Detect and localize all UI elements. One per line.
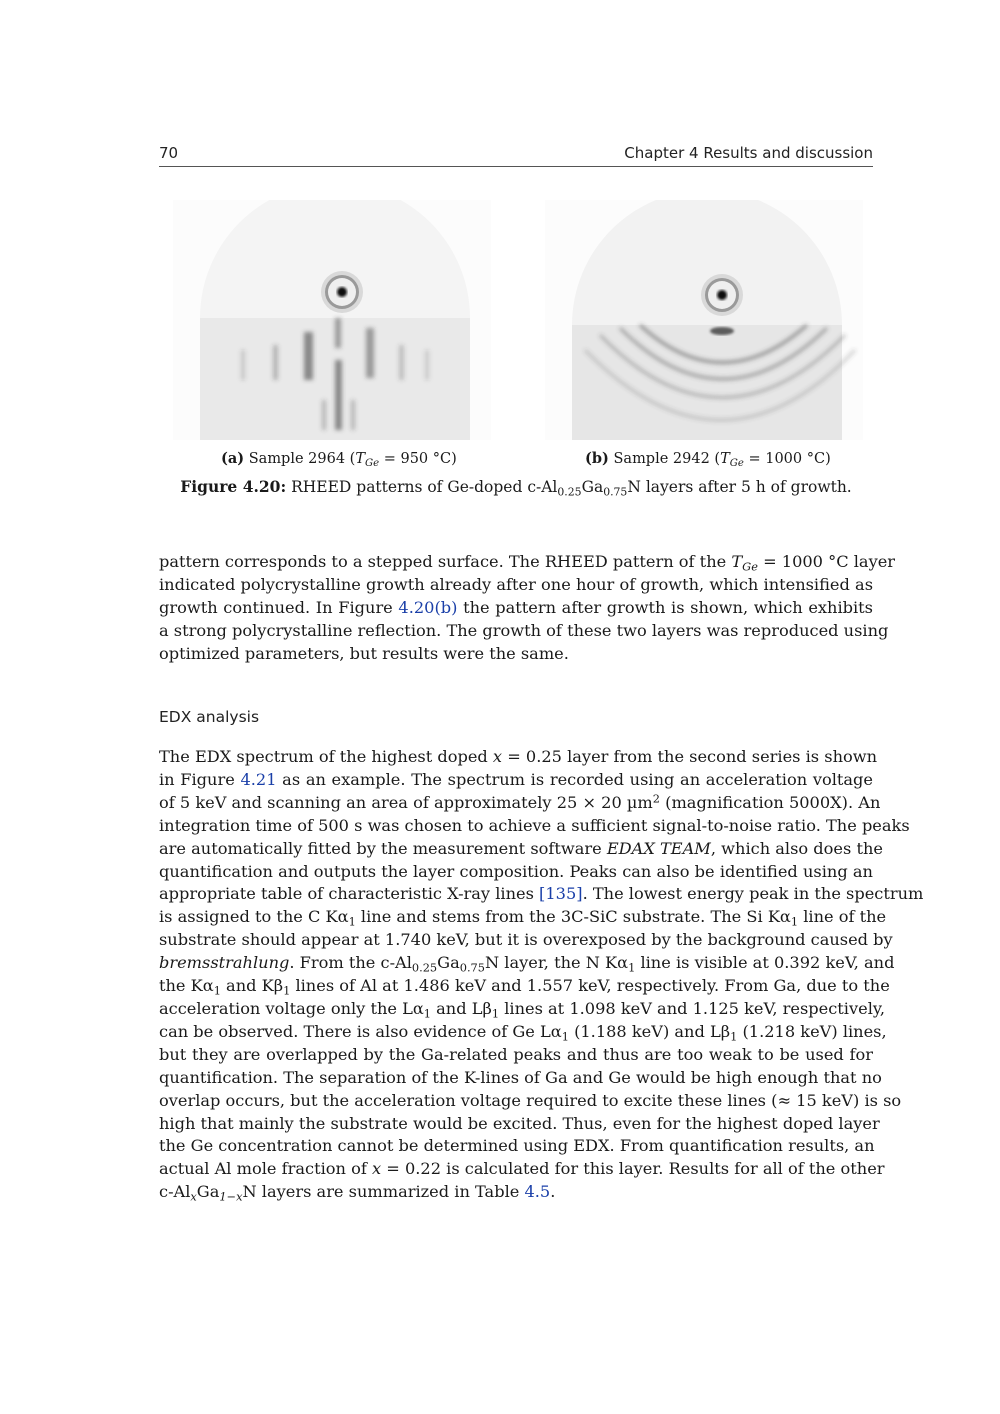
text-run: growth continued. In Figure [159, 597, 399, 617]
text-run: is assigned to the C Kα [159, 907, 349, 927]
paragraph-rheed [159, 551, 896, 666]
text-run: (1.218 keV) lines, [737, 1021, 887, 1041]
subfigure-caption-b [585, 450, 831, 470]
text-run: lines at 1.098 keV and 1.125 keV, respectively, [499, 998, 886, 1018]
text-line [159, 952, 895, 975]
text-run: c-Al [159, 1182, 191, 1202]
text-line [159, 746, 878, 769]
text-run: the pattern after growth is shown, which exhibits [457, 597, 873, 617]
emphasis-term: bremsstrahlung [159, 953, 290, 973]
text-run: in Figure [159, 769, 241, 789]
text-run: line is visible at 0.392 keV, and [635, 953, 895, 973]
text-run: N layers are summarized in Table [242, 1182, 525, 1202]
subfigure-text-b: Sample 2942 ( [613, 451, 721, 467]
math-sub: 0.75 [459, 960, 485, 975]
text-line [159, 551, 896, 574]
text-line [159, 906, 887, 929]
text-run: lines of Al at 1.486 keV and 1.557 keV, respectively. From Ga, due to the [290, 976, 890, 996]
text-run: of 5 keV and scanning an area of approximately 25 × 20 µm [159, 792, 653, 812]
math-sub: 1 [790, 914, 799, 929]
text-line [159, 998, 886, 1021]
text-run: . [550, 1182, 556, 1202]
text-line: quantification and outputs the layer composition. Peaks can also be identified using an [159, 861, 873, 881]
text-line [159, 975, 890, 998]
subfigure-var-sub-a: Ge [365, 458, 380, 470]
text-run: appropriate table of characteristic X-ray lines [159, 884, 540, 904]
text-run: and Kβ [220, 976, 284, 996]
text-line: integration time of 500 s was chosen to achieve a sufficient signal-to-noise ratio. The peaks [159, 815, 910, 835]
chapter-title: Chapter 4 Results and discussion [624, 144, 873, 162]
subfigure-value-b: = 1000 °C) [743, 451, 831, 467]
math-sub: 1 [491, 1006, 500, 1021]
text-line: indicated polycrystalline growth already after one hour of growth, which intensified as [159, 574, 873, 594]
text-run: and Lβ [431, 998, 492, 1018]
text-run: line of the [798, 907, 887, 927]
caption-sub: 0.75 [603, 485, 628, 499]
text-run: are automatically fitted by the measurement software [159, 838, 607, 858]
subfigure-var-sub-b: Ge [729, 458, 744, 470]
text-run: Ga [437, 953, 460, 973]
text-line [159, 597, 873, 620]
math-sub: 1 [730, 1029, 738, 1044]
subfigure-text-a: Sample 2964 ( [248, 451, 356, 467]
subfigure-label-a: (a) [221, 450, 245, 467]
text-line: a strong polycrystalline reflection. The growth of these two layers was reproduced using [159, 620, 889, 640]
text-run: can be observed. There is also evidence of Ge Lα [159, 1021, 562, 1041]
text-run: the Kα [159, 976, 214, 996]
math-sub: 1 [283, 983, 291, 998]
text-line [159, 883, 924, 906]
text-run: Ga [196, 1182, 220, 1202]
text-run: = 0.25 layer from the second series is shown [502, 747, 878, 766]
math-sub: 1 [561, 1029, 569, 1044]
text-line [159, 769, 873, 792]
figure-ref-link[interactable]: 4.20(b) [398, 597, 458, 617]
text-line [159, 1158, 885, 1181]
math-sub: 1 [213, 983, 221, 998]
rheed-image-b [545, 200, 863, 440]
software-name: EDAX TEAM [606, 838, 711, 858]
math-sub: 1 [423, 1006, 432, 1021]
text-run: pattern corresponds to a stepped surface. The RHEED pattern of the [159, 552, 732, 571]
text-line [159, 1181, 873, 1204]
text-run: line and stems from the 3C-SiC substrate. The Si Kα [355, 907, 791, 927]
text-run: , which also does the [710, 838, 883, 858]
text-line: the Ge concentration cannot be determined using EDX. From quantification results, an [159, 1136, 875, 1156]
caption-text: RHEED patterns of Ge-doped c-Al [286, 478, 558, 496]
math-sub: 1 [348, 914, 356, 929]
text-line: overlap occurs, but the acceleration voltage required to excite these lines (≈ 15 keV) is so [159, 1090, 902, 1110]
math-sub: 1 [628, 960, 636, 975]
figure-caption [159, 477, 873, 499]
text-line: substrate should appear at 1.740 keV, but it is overexposed by the background caused by [159, 930, 893, 950]
caption-text: Ga [581, 478, 604, 496]
figure-ref-link[interactable]: 4.21 [240, 769, 277, 789]
math-var: x [371, 1159, 382, 1179]
subfigure-caption-a [221, 450, 457, 470]
text-run: = 1000 °C layer [757, 552, 896, 571]
subfigure-var-b: T [720, 451, 730, 467]
math-sub: Ge [742, 559, 758, 574]
text-line: but they are overlapped by the Ga-related peaks and thus are too weak to be used for [159, 1044, 873, 1064]
subfigure-value-a: = 950 °C) [379, 451, 457, 467]
subfigure-var-a: T [355, 451, 366, 467]
caption-sub: 0.25 [557, 485, 582, 499]
text-line: optimized parameters, but results were the same. [159, 643, 569, 663]
page-number: 70 [159, 144, 179, 162]
rheed-image-a [173, 200, 491, 440]
table-ref-link[interactable]: 4.5 [524, 1182, 551, 1202]
text-run: = 0.22 is calculated for this layer. Results for all of the other [381, 1159, 885, 1179]
text-run: (1.188 keV) and Lβ [568, 1021, 731, 1041]
text-run: as an example. The spectrum is recorded using an acceleration voltage [276, 769, 873, 789]
paragraph-edx [159, 746, 924, 1204]
text-run: The EDX spectrum of the highest doped [159, 747, 493, 766]
text-line: high that mainly the substrate would be excited. Thus, even for the highest doped layer [159, 1113, 880, 1133]
text-line: quantification. The separation of the K-lines of Ga and Ge would be high enough that no [159, 1067, 882, 1087]
text-line [159, 791, 881, 815]
text-run: acceleration voltage only the Lα [159, 998, 424, 1018]
section-heading: EDX analysis [159, 708, 260, 726]
math-var: T [731, 552, 743, 571]
text-run: . From the c-Al [289, 953, 412, 973]
text-run: actual Al mole fraction of [159, 1159, 372, 1179]
text-run: . The lowest energy peak in the spectrum [582, 884, 924, 904]
text-line [159, 1021, 887, 1044]
math-sub: 1−x [219, 1189, 243, 1204]
math-sub: x [190, 1189, 197, 1204]
subfigure-label-b: (b) [585, 450, 609, 467]
citation-link[interactable]: [135] [539, 884, 583, 904]
math-sup: 2 [652, 791, 660, 806]
text-line [159, 838, 883, 861]
math-var: x [492, 747, 503, 766]
math-sub: 0.25 [411, 960, 438, 975]
caption-text: N layers after 5 h of growth. [627, 478, 852, 496]
text-run: (magnification 5000X). An [660, 792, 881, 812]
text-run: N layer, the N Kα [484, 953, 629, 973]
figure-label: Figure 4.20: [180, 477, 287, 496]
running-header [159, 142, 873, 167]
